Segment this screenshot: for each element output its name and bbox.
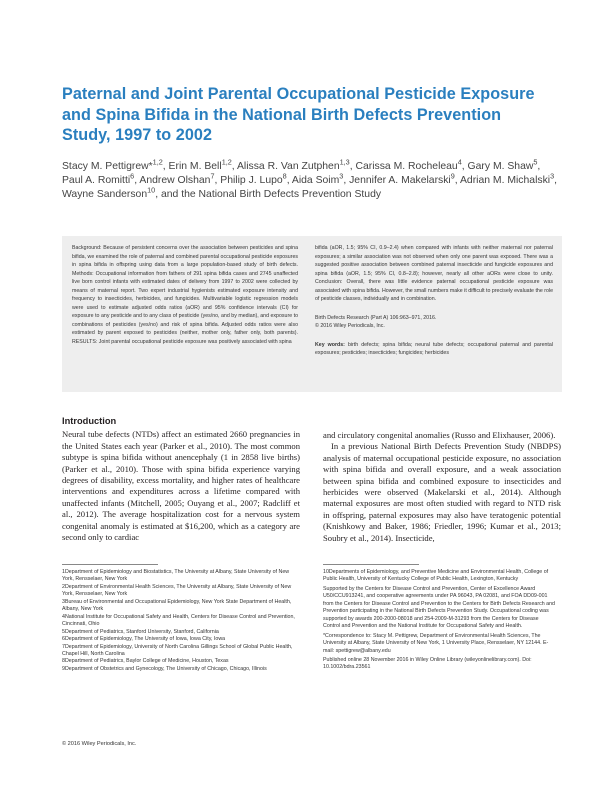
affiliations-right xyxy=(323,569,557,672)
keywords-label: Key words: xyxy=(315,341,345,348)
affiliation-7: 7Department of Epidemiology, University of North Carolina Gillings School of Global Public Health, Chapel Hill, North Carolina xyxy=(62,643,293,657)
affiliation-4: 4National Institute for Occupational Safety and Health, Centers for Disease Control and Prevention, Cincinnati, Ohio xyxy=(62,613,295,628)
keywords-text: birth defects; spina bifida; neural tube defects; occupational paternal and parental exposures; pesticides; insecticides; fungicides; herbicides xyxy=(315,341,553,357)
intro-right-column xyxy=(323,430,561,544)
intro-paragraph-2: In a previous National Birth Defects Prevention Study (NBDPS) analysis of maternal occupational pesticide exposure, no association with spina bifida and overall exposure, and a weak association between spina bifida and combined exposure to insecticides and herbicides were observed (Makelarski et al., 2014). Although maternal exposures are most often studied with regard to NTD risk in offspring, paternal exposures may also have teratogenic potential (Knishkowy and Baker, 1986; Friedler, 1996; Kumar et al., 2013; Soubry et al., 2014). Insecticide, xyxy=(323,441,561,543)
affiliation-6: 6Department of Epidemiology, The University of Iowa, Iowa City, Iowa xyxy=(62,636,226,643)
affiliation-10: 10Departments of Epidemiology, and Preventive Medicine and Environmental Health, College of Public Health, University of Kentucky College of Public Health, Lexington, Kentucky xyxy=(323,569,549,583)
correspondence-note: *Correspondence to: Stacy M. Pettigrew, Department of Environmental Health Sciences, The University at Albany, State University of New York, 1 University Place, Rensselaer, NY 12144. E-mail: spettigrew@albany.edu xyxy=(323,632,549,654)
keywords xyxy=(315,341,553,358)
abstract-right-column xyxy=(315,244,553,358)
affiliation-8: 8Department of Pediatrics, Baylor College of Medicine, Houston, Texas xyxy=(62,658,229,665)
affiliation-3: 3Bureau of Environmental and Occupational Epidemiology, New York State Department of Health, Albany, New York xyxy=(62,598,292,613)
intro-left-column xyxy=(62,416,300,543)
affiliation-5: 5Department of Pediatrics, Stanford University, Stanford, California xyxy=(62,628,219,635)
abstract-left-column xyxy=(72,244,298,347)
abstract-copyright: © 2016 Wiley Periodicals, Inc. xyxy=(315,323,385,330)
affiliation-9: 9Department of Obstetrics and Gynecology, The University of Chicago, Chicago, Illinois xyxy=(62,665,267,672)
journal-citation: Birth Defects Research (Part A) 106:963–971, 2016. xyxy=(315,314,437,321)
affiliations-left xyxy=(62,569,296,673)
page-copyright: © 2016 Wiley Periodicals, Inc. xyxy=(62,741,137,747)
footnote-divider-left xyxy=(62,564,158,565)
intro-heading: Introduction xyxy=(62,416,117,426)
funding-note: Supported by the Centers for Disease Control and Prevention, Center of Excellence Award U50/CCU913241, and cooperative agreements under PA 96043, PA 02081, and FOA DD09-001 from the Centers for Disease Control and Prevention to the Centers for Birth Defects Research and Prevention participating in the National Birth Defects Prevention Study. Occupational coding was supported by awards 200-2000-08018 and 254-2009-M-31293 from the Centers for Disease Control and Prevention and the National Institute for Occupational Safety and Health. xyxy=(323,585,555,630)
author-list: Stacy M. Pettigrew*$^{1,2}$, Erin M. Bell$^{1,2}$, Alissa R. Van Zutphen$^{1,3}$, Carissa M. Rocheleau$^4$, Gary M. Shaw$^5$, Paul A. Romitti$^6$, Andrew Olshan$^7$, Philip J. Lupo$^8$, Aida Soim$^3$, Jennifer A. Makelarski$^9$, Adrian M. Michalski$^3$, Wayne Sanderson$^{10}$, and the National Birth Defects Prevention Study xyxy=(62,157,558,201)
affiliation-1: 1Department of Epidemiology and Biostatistics, The University at Albany, State University of New York, Rensselaer, New York xyxy=(62,569,290,583)
abstract-text-right: bifida (aOR, 1.5; 95% CI, 0.9–2.4) when compared with infants with neither maternal nor paternal exposures; a similar association was not observed when only one parent was exposed. There was a suggested positive association between combined paternal insecticide and fungicide exposures and spina bifida (aOR, 1.5; 95% CI, 0.8–2.8); however, nearly all other aORs were close to unity. Conclusion: Overall, there was little evidence paternal occupational pesticide exposure was associated with spina bifida. However, the small numbers make it difficult to precisely evaluate the role of pesticide classes, individually and in combination. xyxy=(315,245,553,303)
footnote-divider-right xyxy=(323,564,419,565)
abstract-text-left: Background: Because of persistent concerns over the association between pesticides and spina bifida, we examined the role of paternal and combined parental occupational pesticide exposures in spina bifida in offspring using data from a large population-based study of birth defects. Methods: Occupational information from fathers of 291 spina bifida cases and 2745 unaffected live born control infants with estimated dates of delivery from 1997 to 2002 were collected by means of maternal report. Two expert industrial hygienists estimated exposure intensity and frequency to insecticides, herbicides, and fungicides. Multivariable logistic regression models were used to estimate adjusted odds ratios (aOR) and 95% confidence intervals (CI) for exposure to any pesticide and to any class of pesticide (yes/no, and by median), and exposure to combinations of pesticides (yes/no) and risk of spina bifida. Adjusted odds ratios were also estimated by parent exposed to pesticides (neither, mother only, father only, both parents). RESULTS: Joint parental occupational pesticide exposure was positively associated with spina xyxy=(72,245,298,346)
intro-paragraph-1: Neural tube defects (NTDs) affect an estimated 2660 pregnancies in the United States each year (Parker et al., 2010). The most common subtype is spina bifida without anencephaly (1 in 2858 live births) (Parker et al., 2010). Those with spina bifida experience varying degrees of disability, excess mortality, and higher rates of healthcare interventions and expenditures across a lifetime compared with unaffected infants (Mitchell, 2005; Ouyang et al., 2007; Radcliff et al., 2012). The average hospitalization cost for a nervous system congenital anomaly is estimated at $16,200, which as a category are second only to cardiac xyxy=(62,429,300,543)
publication-note: Published online 28 November 2016 in Wiley Online Library (wileyonlinelibrary.com). Doi: 10.1002/bdra.23561 xyxy=(323,656,532,671)
abstract-box xyxy=(62,236,562,392)
article-title: Paternal and Joint Parental Occupational Pesticide Exposure and Spina Bifida in the National Birth Defects Prevention Study, 1997 to 2002 xyxy=(62,85,535,144)
affiliation-2: 2Department of Environmental Health Sciences, The University at Albany, State University of New York, Rensselaer, New York xyxy=(62,583,292,598)
intro-paragraph-1-cont: and circulatory congenital anomalies (Russo and Elixhauser, 2006). xyxy=(323,430,556,440)
